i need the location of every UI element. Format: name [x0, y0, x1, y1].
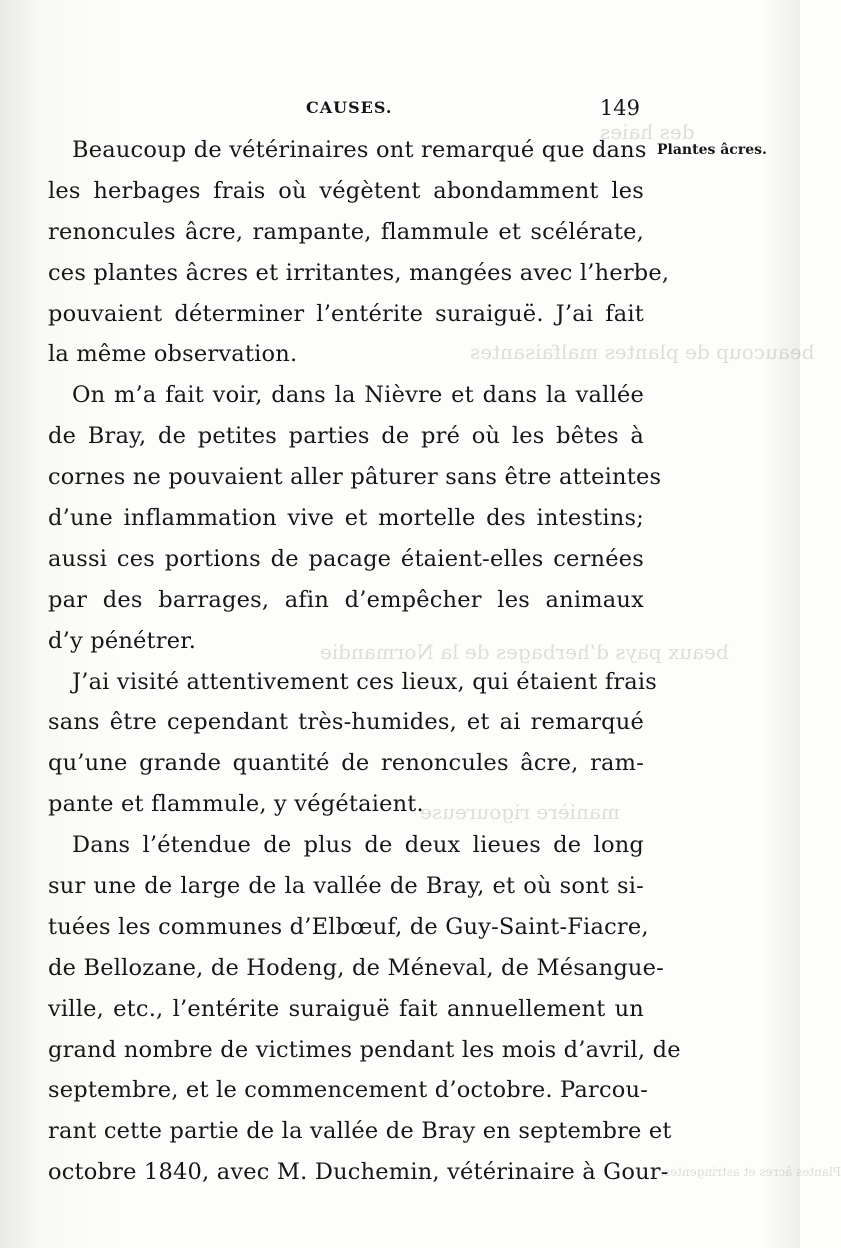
text-line: renoncules âcre, rampante, flammule et scélérate,: [48, 218, 644, 245]
bleed-through-text: beaux pays d’herbages de la Normandie: [320, 640, 729, 664]
running-head-title: CAUSES.: [306, 98, 393, 117]
bleed-through-text: des haies: [600, 120, 695, 144]
text-line: de Bellozane, de Hodeng, de Méneval, de Mésangue-: [48, 954, 664, 981]
text-line: d’y pénétrer.: [48, 627, 197, 654]
text-line: aussi ces portions de pacage étaient-elles cernées: [48, 545, 644, 572]
text-line: sur une de large de la vallée de Bray, et où sont si-: [48, 873, 644, 900]
bleed-through-text: manière rigoureuse: [420, 800, 620, 824]
text-line: par des barrages, afin d’empêcher les animaux: [48, 586, 644, 613]
text-line: la même observation.: [48, 341, 298, 368]
bleed-through-text: beaucoup de plantes malfaisantes: [470, 340, 815, 364]
text-line: de Bray, de petites parties de pré où les bêtes à: [48, 423, 644, 450]
bleed-through-text: Plantes âcres et astringentes.: [660, 1165, 841, 1179]
text-line: octobre 1840, avec M. Duchemin, vétérinaire à Gour-: [48, 1159, 669, 1186]
text-line: rant cette partie de la vallée de Bray en septembre et: [48, 1118, 672, 1145]
body-text: [48, 130, 681, 1193]
running-head: [48, 98, 640, 122]
text-line: tuées les communes d’Elbœuf, de Guy-Saint-Fiacre,: [48, 913, 649, 940]
text-line: Beaucoup de vétérinaires ont remarqué que dans: [72, 137, 647, 163]
text-line: cornes ne pouvaient aller pâturer sans être atteintes: [48, 464, 662, 491]
text-line: grand nombre de victimes pendant les mois d’avril, de: [48, 1036, 681, 1063]
text-line: ces plantes âcres et irritantes, mangées avec l’herbe,: [48, 259, 670, 286]
text-line: pouvaient déterminer l’entérite suraiguë. J’ai fait: [48, 300, 644, 327]
text-line: J’ai visité attentivement ces lieux, qui étaient frais: [72, 668, 658, 695]
page-number: 149: [599, 96, 640, 120]
text-line: pante et flammule, y végétaient.: [48, 791, 424, 818]
text-line: d’une inflammation vive et mortelle des intestins;: [48, 505, 644, 532]
text-line: septembre, et le commencement d’octobre. Parcou-: [48, 1077, 648, 1104]
text-line: Dans l’étendue de plus de deux lieues de long: [72, 832, 644, 859]
text-line: ville, etc., l’entérite suraiguë fait annuellement un: [48, 995, 644, 1022]
text-line: On m’a fait voir, dans la Nièvre et dans la vallée: [72, 382, 644, 409]
text-line: sans être cependant très-humides, et ai remarqué: [48, 709, 644, 736]
text-line: les herbages frais où végètent abondamment les: [48, 177, 644, 204]
text-line: qu’une grande quantité de renoncules âcre, ram-: [48, 750, 644, 777]
margin-note: Plantes âcres.: [657, 142, 767, 158]
